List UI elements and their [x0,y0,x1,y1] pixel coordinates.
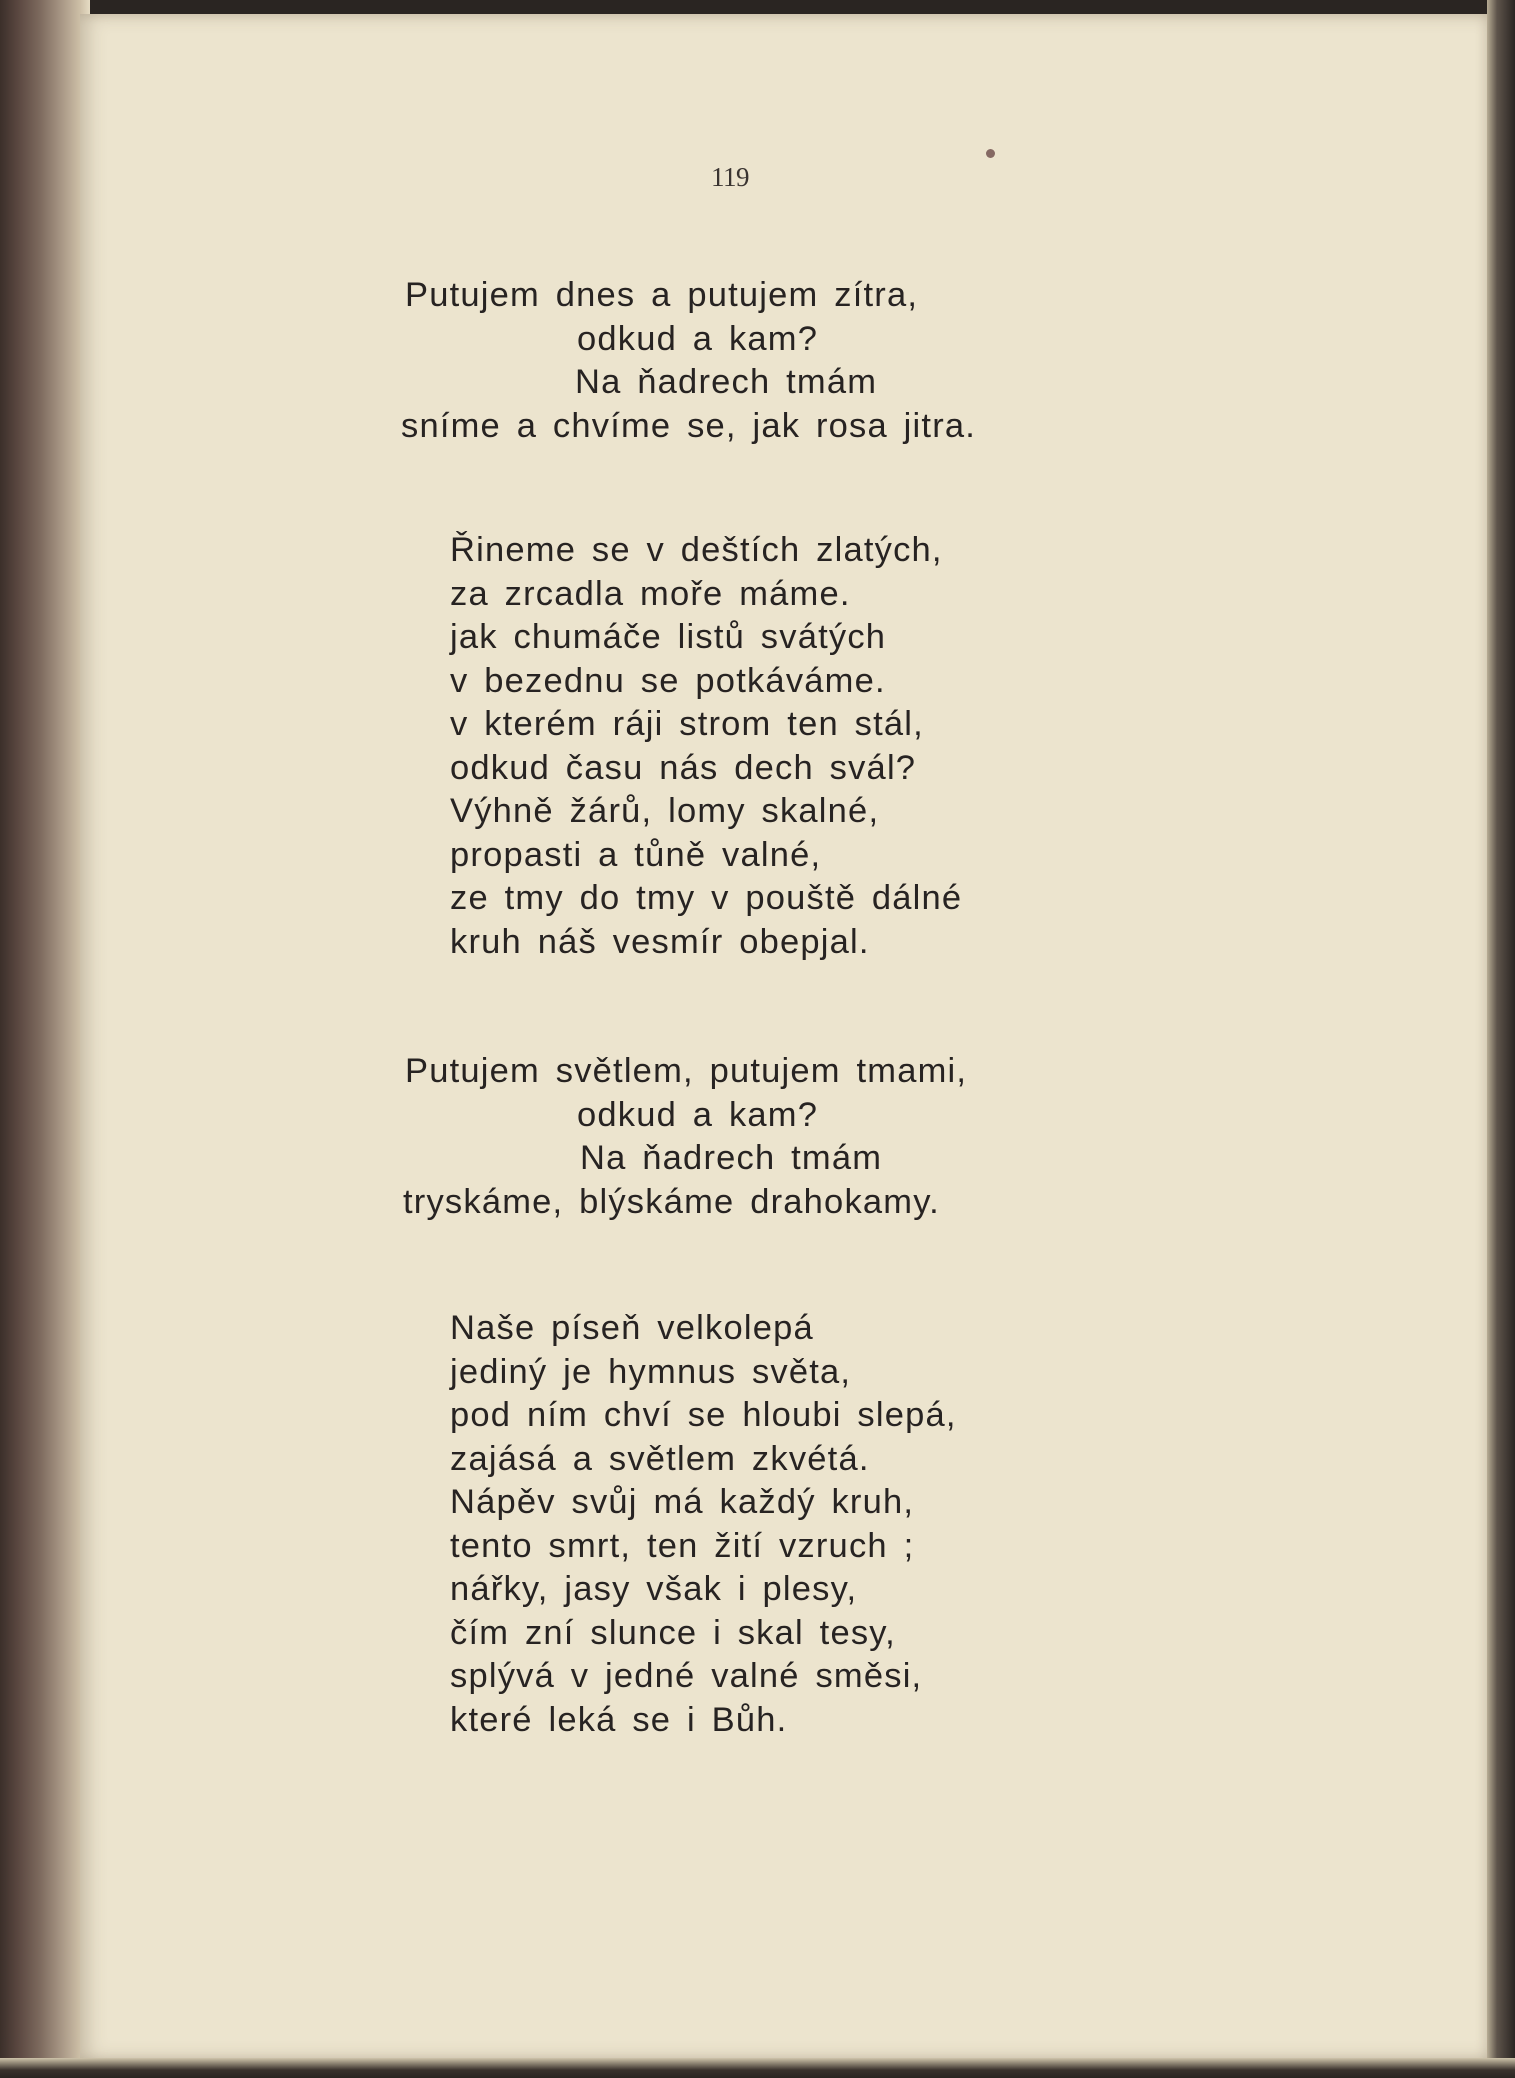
poem-line: v bezednu se potkáváme. [450,661,886,700]
poem-line: ze tmy do tmy v pouště dálné [450,879,963,917]
poem-line: v kterém ráji strom ten stál, [450,705,924,743]
poem-line: splývá v jedné valné směsi, [450,1657,923,1695]
page-edge-right [1487,0,1515,2078]
poem-line: tento smrt, ten žití vzruch ; [450,1526,915,1565]
poem-line: zajásá a světlem zkvétá. [450,1439,870,1478]
poem-line: tryskáme, blýskáme drahokamy. [403,1182,940,1221]
stanza-refrain-2 [405,1050,967,1224]
poem-line: odkud a kam? [577,319,819,358]
poem-line: odkud a kam? [577,1095,819,1134]
page-edge-bottom [0,2058,1515,2078]
poem-line: za zrcadla moře máme. [450,574,851,613]
stanza-verse-1 [450,529,962,964]
poem-line: čím zní slunce i skal tesy, [450,1613,896,1652]
poem-line: jediný je hymnus světa, [450,1352,852,1391]
poem-line: Putujem dnes a putujem zítra, [405,276,919,314]
poem-line: pod ním chví se hloubi slepá, [450,1396,957,1434]
poem-line: Nápěv svůj má každý kruh, [450,1483,915,1521]
poem-line: Naše píseň velkolepá [450,1309,814,1347]
poem-line: jak chumáče listů svátých [450,618,887,656]
page-number: 119 [711,162,749,192]
poem-line: Na ňadrech tmám [575,363,878,401]
poem-line: nářky, jasy však i plesy, [450,1570,858,1608]
book-binding [0,0,90,2078]
poem-line: propasti a tůně valné, [450,835,822,874]
ink-speck [986,149,995,158]
poem-line: sníme a chvíme se, jak rosa jitra. [401,406,977,445]
poem-line: které leká se i Bůh. [450,1700,788,1739]
poem-line: Putujem světlem, putujem tmami, [405,1052,968,1090]
stanza-refrain-1 [401,274,977,448]
poem-line: kruh náš vesmír obepjal. [450,922,870,961]
poem-line: Na ňadrech tmám [580,1139,883,1177]
stanza-verse-2 [450,1307,957,1742]
poem-line: Řineme se v deštích zlatých, [450,531,943,569]
poem-line: odkud času nás dech svál? [450,748,917,787]
poem-line: Výhně žárů, lomy skalné, [450,792,880,830]
